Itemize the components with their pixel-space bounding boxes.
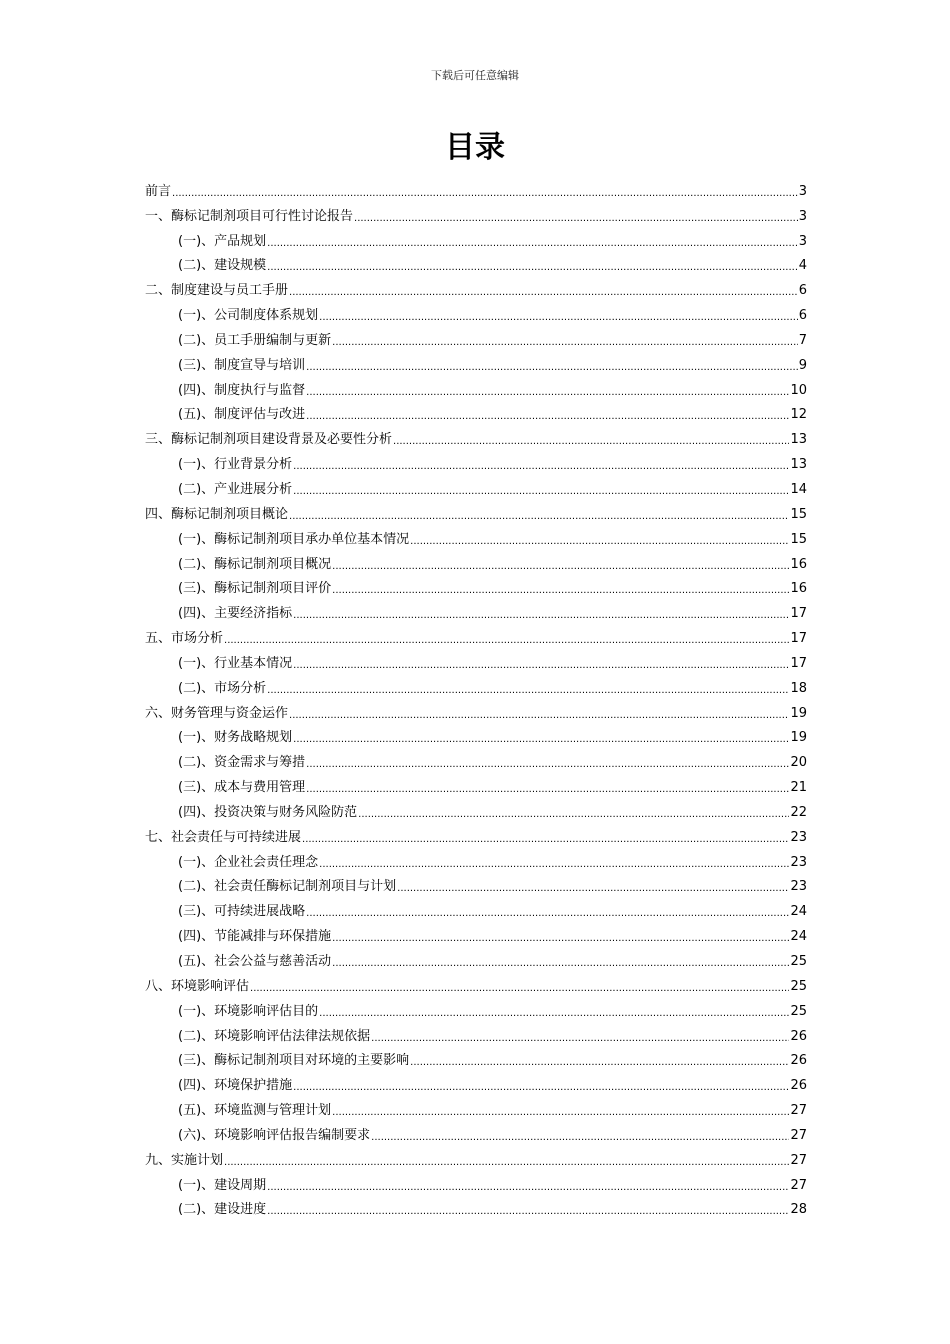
toc-leader-dots bbox=[410, 1056, 789, 1070]
toc-entry-label: 一、酶标记制剂项目可行性讨论报告 bbox=[145, 208, 354, 224]
toc-entry[interactable] bbox=[145, 251, 807, 276]
toc-entry-page: 21 bbox=[790, 780, 807, 796]
toc-entry-page: 27 bbox=[790, 1177, 807, 1193]
toc-entry-label: 五、市场分析 bbox=[145, 631, 224, 647]
toc-entry-page: 16 bbox=[790, 556, 807, 572]
toc-entry-page: 27 bbox=[790, 1127, 807, 1143]
toc-entry-label: (三)、酶标记制剂项目评价 bbox=[178, 581, 332, 597]
toc-entry-page: 23 bbox=[790, 829, 807, 845]
toc-entry[interactable] bbox=[145, 201, 807, 226]
toc-entry-label: (二)、产业进展分析 bbox=[178, 481, 293, 497]
toc-leader-dots bbox=[410, 535, 789, 549]
toc-entry-label: (二)、建设进度 bbox=[178, 1202, 267, 1218]
toc-entry-page: 6 bbox=[798, 308, 807, 324]
toc-leader-dots bbox=[224, 634, 789, 648]
toc-entry[interactable] bbox=[145, 499, 807, 524]
toc-leader-dots bbox=[172, 187, 798, 201]
toc-leader-dots bbox=[293, 733, 789, 747]
toc-entry-label: (一)、企业社会责任理念 bbox=[178, 854, 319, 870]
toc-entry[interactable] bbox=[145, 474, 807, 499]
toc-leader-dots bbox=[371, 1032, 789, 1046]
toc-entry-label: (二)、市场分析 bbox=[178, 680, 267, 696]
toc-leader-dots bbox=[306, 386, 789, 400]
toc-entry[interactable] bbox=[145, 1070, 807, 1095]
toc-entry[interactable] bbox=[145, 1021, 807, 1046]
toc-entry[interactable] bbox=[145, 946, 807, 971]
toc-entry-label: (四)、节能减排与环保措施 bbox=[178, 929, 332, 945]
toc-entry-page: 3 bbox=[798, 233, 807, 249]
toc-entry[interactable] bbox=[145, 847, 807, 872]
toc-entry[interactable] bbox=[145, 747, 807, 772]
toc-leader-dots bbox=[358, 808, 789, 822]
toc-entry-page: 6 bbox=[798, 283, 807, 299]
toc-leader-dots bbox=[332, 584, 789, 598]
toc-entry[interactable] bbox=[145, 1120, 807, 1145]
toc-entry-label: (一)、财务战略规划 bbox=[178, 730, 293, 746]
toc-entry[interactable] bbox=[145, 524, 807, 549]
toc-entry-page: 4 bbox=[798, 258, 807, 274]
toc-entry-page: 19 bbox=[790, 730, 807, 746]
toc-entry-page: 10 bbox=[790, 382, 807, 398]
toc-entry[interactable] bbox=[145, 623, 807, 648]
toc-leader-dots bbox=[306, 361, 798, 375]
toc-entry-page: 26 bbox=[790, 1028, 807, 1044]
toc-leader-dots bbox=[289, 286, 798, 300]
toc-entry[interactable] bbox=[145, 574, 807, 599]
toc-entry-page: 12 bbox=[790, 407, 807, 423]
toc-entry-label: (五)、制度评估与改进 bbox=[178, 407, 306, 423]
toc-entry-label: (一)、产品规划 bbox=[178, 233, 267, 249]
toc-entry-page: 28 bbox=[790, 1202, 807, 1218]
toc-entry-label: (四)、制度执行与监督 bbox=[178, 382, 306, 398]
toc-entry[interactable] bbox=[145, 1145, 807, 1170]
toc-entry-label: (二)、资金需求与筹措 bbox=[178, 755, 306, 771]
toc-entry-page: 7 bbox=[798, 332, 807, 348]
toc-entry[interactable] bbox=[145, 400, 807, 425]
toc-leader-dots bbox=[224, 1156, 789, 1170]
toc-leader-dots bbox=[267, 261, 798, 275]
table-of-contents bbox=[145, 176, 807, 1219]
toc-entry[interactable] bbox=[145, 1170, 807, 1195]
toc-leader-dots bbox=[332, 957, 789, 971]
toc-entry-label: (三)、制度宣导与培训 bbox=[178, 357, 306, 373]
toc-leader-dots bbox=[267, 1205, 789, 1219]
toc-entry-label: (一)、环境影响评估目的 bbox=[178, 1003, 319, 1019]
toc-leader-dots bbox=[289, 709, 789, 723]
toc-entry-label: 四、酶标记制剂项目概论 bbox=[145, 506, 289, 522]
toc-entry[interactable] bbox=[145, 872, 807, 897]
toc-entry-page: 15 bbox=[790, 531, 807, 547]
toc-entry-page: 25 bbox=[790, 1003, 807, 1019]
toc-entry[interactable] bbox=[145, 325, 807, 350]
toc-entry[interactable] bbox=[145, 350, 807, 375]
toc-leader-dots bbox=[250, 982, 789, 996]
toc-leader-dots bbox=[293, 609, 789, 623]
toc-entry-page: 17 bbox=[790, 606, 807, 622]
toc-entry-page: 27 bbox=[790, 1103, 807, 1119]
toc-entry[interactable] bbox=[145, 375, 807, 400]
toc-entry-page: 23 bbox=[790, 879, 807, 895]
toc-entry[interactable] bbox=[145, 1195, 807, 1220]
toc-leader-dots bbox=[293, 1081, 789, 1095]
toc-leader-dots bbox=[332, 1106, 789, 1120]
toc-entry[interactable] bbox=[145, 797, 807, 822]
toc-leader-dots bbox=[306, 907, 789, 921]
toc-entry-page: 19 bbox=[790, 705, 807, 721]
toc-leader-dots bbox=[267, 684, 789, 698]
toc-leader-dots bbox=[393, 435, 789, 449]
toc-entry-page: 20 bbox=[790, 755, 807, 771]
toc-entry-page: 13 bbox=[790, 457, 807, 473]
toc-entry[interactable] bbox=[145, 176, 807, 201]
toc-entry-label: 九、实施计划 bbox=[145, 1152, 224, 1168]
toc-entry-label: 三、酶标记制剂项目建设背景及必要性分析 bbox=[145, 432, 393, 448]
toc-leader-dots bbox=[267, 237, 798, 251]
toc-entry-label: (二)、环境影响评估法律法规依据 bbox=[178, 1028, 371, 1044]
toc-entry[interactable] bbox=[145, 424, 807, 449]
toc-entry-label: (二)、社会责任酶标记制剂项目与计划 bbox=[178, 879, 397, 895]
toc-entry-page: 24 bbox=[790, 904, 807, 920]
toc-entry[interactable] bbox=[145, 1095, 807, 1120]
toc-entry[interactable] bbox=[145, 300, 807, 325]
toc-entry-page: 25 bbox=[790, 978, 807, 994]
toc-entry[interactable] bbox=[145, 449, 807, 474]
toc-entry-label: (五)、社会公益与慈善活动 bbox=[178, 954, 332, 969]
toc-leader-dots bbox=[306, 783, 789, 797]
toc-entry[interactable] bbox=[145, 723, 807, 748]
toc-leader-dots bbox=[306, 410, 789, 424]
toc-leader-dots bbox=[293, 460, 789, 474]
toc-leader-dots bbox=[302, 833, 789, 847]
toc-leader-dots bbox=[319, 1007, 789, 1021]
toc-leader-dots bbox=[332, 932, 789, 946]
toc-leader-dots bbox=[371, 1131, 789, 1145]
toc-leader-dots bbox=[319, 858, 789, 872]
header-note: 下载后可任意编辑 bbox=[431, 69, 519, 82]
toc-entry-label: (三)、酶标记制剂项目对环境的主要影响 bbox=[178, 1053, 410, 1069]
toc-entry-label: (五)、环境监测与管理计划 bbox=[178, 1103, 332, 1119]
toc-entry[interactable] bbox=[145, 673, 807, 698]
toc-leader-dots bbox=[332, 560, 789, 574]
toc-entry-label: (一)、行业背景分析 bbox=[178, 457, 293, 473]
toc-entry-page: 18 bbox=[790, 680, 807, 696]
toc-entry-label: 八、环境影响评估 bbox=[145, 978, 250, 994]
toc-entry-label: (四)、环境保护措施 bbox=[178, 1078, 293, 1094]
toc-entry-page: 24 bbox=[790, 929, 807, 945]
toc-entry-page: 25 bbox=[790, 954, 807, 969]
toc-entry-label: 七、社会责任与可持续进展 bbox=[145, 829, 302, 845]
toc-entry-label: (一)、建设周期 bbox=[178, 1177, 267, 1193]
toc-entry[interactable] bbox=[145, 598, 807, 623]
toc-entry-page: 26 bbox=[790, 1078, 807, 1094]
toc-leader-dots bbox=[293, 485, 789, 499]
toc-entry[interactable] bbox=[145, 275, 807, 300]
toc-leader-dots bbox=[319, 311, 798, 325]
toc-entry[interactable] bbox=[145, 549, 807, 574]
toc-entry[interactable] bbox=[145, 971, 807, 996]
toc-entry-page: 23 bbox=[790, 854, 807, 870]
toc-entry-page: 14 bbox=[790, 481, 807, 497]
toc-entry-label: (四)、投资决策与财务风险防范 bbox=[178, 804, 358, 820]
toc-entry[interactable] bbox=[145, 648, 807, 673]
toc-entry[interactable] bbox=[145, 1046, 807, 1071]
toc-entry-label: 前言 bbox=[145, 183, 172, 199]
toc-leader-dots bbox=[332, 336, 798, 350]
toc-leader-dots bbox=[293, 659, 789, 673]
toc-entry-label: (一)、酶标记制剂项目承办单位基本情况 bbox=[178, 531, 410, 547]
toc-entry[interactable] bbox=[145, 822, 807, 847]
toc-leader-dots bbox=[397, 882, 789, 896]
toc-leader-dots bbox=[354, 212, 798, 226]
toc-entry-label: (二)、员工手册编制与更新 bbox=[178, 332, 332, 348]
toc-entry-label: 六、财务管理与资金运作 bbox=[145, 705, 289, 721]
toc-entry[interactable] bbox=[145, 698, 807, 723]
toc-entry-label: (一)、公司制度体系规划 bbox=[178, 308, 319, 324]
toc-entry-page: 16 bbox=[790, 581, 807, 597]
toc-entry-label: (四)、主要经济指标 bbox=[178, 606, 293, 622]
toc-entry-label: (二)、酶标记制剂项目概况 bbox=[178, 556, 332, 572]
toc-entry-page: 26 bbox=[790, 1053, 807, 1069]
toc-entry-label: (三)、成本与费用管理 bbox=[178, 780, 306, 796]
toc-entry-page: 3 bbox=[798, 208, 807, 224]
toc-entry[interactable] bbox=[145, 896, 807, 921]
toc-entry-page: 22 bbox=[790, 804, 807, 820]
toc-entry-page: 9 bbox=[798, 357, 807, 373]
toc-entry-page: 27 bbox=[790, 1152, 807, 1168]
toc-entry-page: 15 bbox=[790, 506, 807, 522]
toc-leader-dots bbox=[289, 510, 789, 524]
toc-leader-dots bbox=[267, 1181, 789, 1195]
toc-entry-page: 17 bbox=[790, 631, 807, 647]
toc-entry-label: (三)、可持续进展战略 bbox=[178, 904, 306, 920]
toc-entry-page: 3 bbox=[798, 183, 807, 199]
toc-entry[interactable] bbox=[145, 921, 807, 946]
toc-entry-label: (六)、环境影响评估报告编制要求 bbox=[178, 1127, 371, 1143]
toc-entry-page: 17 bbox=[790, 655, 807, 671]
toc-entry-label: (二)、建设规模 bbox=[178, 258, 267, 274]
toc-entry-label: (一)、行业基本情况 bbox=[178, 655, 293, 671]
toc-leader-dots bbox=[306, 758, 789, 772]
toc-entry[interactable] bbox=[145, 772, 807, 797]
toc-entry-page: 13 bbox=[790, 432, 807, 448]
toc-entry[interactable] bbox=[145, 996, 807, 1021]
page-title: 目录 bbox=[445, 130, 505, 165]
toc-entry-label: 二、制度建设与员工手册 bbox=[145, 283, 289, 299]
toc-entry[interactable] bbox=[145, 226, 807, 251]
